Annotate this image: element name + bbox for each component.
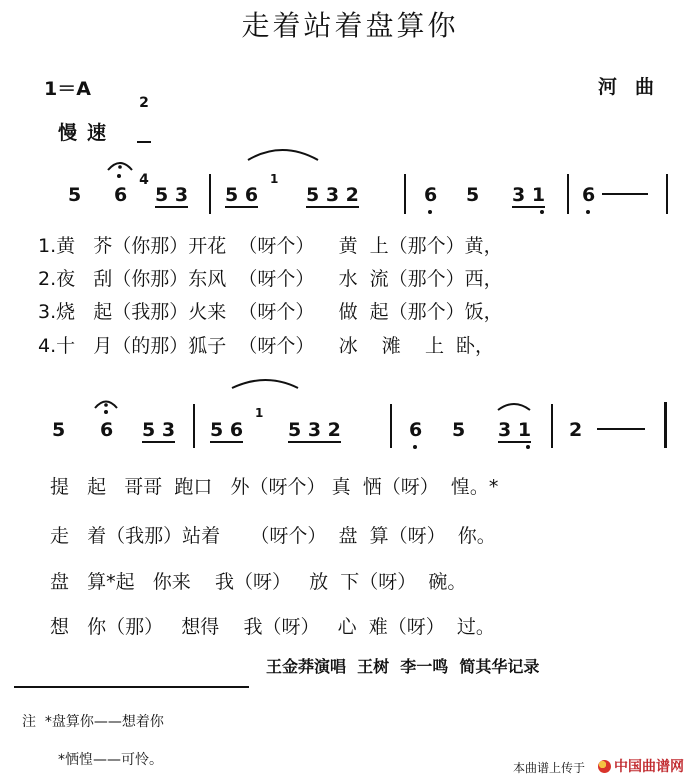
barline (404, 174, 406, 214)
final-barline (664, 402, 667, 448)
barline (390, 404, 392, 448)
lyric-seg: 我（呀） (214, 571, 291, 593)
site-logo[interactable] (598, 756, 684, 776)
lyric-seg: （呀个） (238, 301, 315, 323)
lyric-seg: 3.烧 (38, 301, 76, 323)
lyric-seg: 真 (331, 476, 351, 498)
low-dot (413, 445, 417, 449)
song-title: 走着站着盘算你 (241, 9, 459, 42)
lyric-seg: 碗。 (428, 571, 467, 593)
low-dot (428, 210, 432, 214)
barline (567, 174, 569, 214)
lyric-seg: 惶。* (450, 476, 499, 498)
lyric-seg: 哥哥 (124, 476, 163, 498)
note-r2-7: 5 (452, 419, 466, 441)
low-dot (526, 445, 530, 449)
note-r2-5: 5 3 2 (288, 419, 341, 441)
lyric-seg: 卧， (456, 335, 495, 357)
note-r2-3: 5 3 (142, 419, 176, 441)
lyric-seg: 上（那个）黄， (369, 235, 503, 257)
lyric-seg: 跑口 (174, 476, 213, 498)
note-r1-7: 5 (466, 184, 480, 206)
note-r1-1: 5 (68, 184, 82, 206)
lyric-seg: 上 (424, 335, 444, 357)
note-r2-4: 5 6 (210, 419, 244, 441)
barline (666, 174, 668, 214)
tempo-marking: 慢速 (58, 122, 117, 144)
grace-note: 1 (270, 172, 279, 186)
footnote-1: 注 *盘算你——想着你 (22, 714, 164, 730)
lyric-seg: 起（我那）火来 (93, 301, 227, 323)
lyric-seg: 着（我那）站着 (87, 525, 221, 547)
performer-credit: 王金莽演唱 王树 李一鸣 简其华记录 (266, 657, 540, 676)
footnote-2: *恓惶——可怜。 (58, 752, 163, 768)
upload-notice: 本曲谱上传于 (513, 761, 586, 775)
lyric-seg: 你来 (152, 571, 191, 593)
lyric-seg: （呀个） (238, 335, 315, 357)
lyric-seg: 滩 (381, 335, 401, 357)
lyric-seg: 下（呀） (340, 571, 417, 593)
lyric-seg: 做 (338, 301, 358, 323)
note-r1-5: 5 3 2 (306, 184, 359, 206)
footnote-divider (14, 686, 249, 688)
lyric-seg: （呀个） (238, 268, 315, 290)
lyric-seg: 月（的那）狐子 (93, 335, 227, 357)
lyric-seg: 盘 (338, 525, 358, 547)
lyric-seg: 冰 (338, 335, 358, 357)
lyric-seg: （呀个） (250, 525, 327, 547)
lyric-seg: 恓（呀） (362, 476, 439, 498)
barline (209, 174, 211, 214)
extension-dash (597, 428, 645, 430)
origin-label: 河曲 (598, 76, 673, 98)
lyric-seg: 芥（你那）开花 (93, 235, 227, 257)
high-dot (117, 174, 121, 178)
lyric-seg: （呀个） (238, 235, 315, 257)
meter-bottom: 4 (139, 172, 149, 188)
barline (551, 404, 553, 448)
lyric-seg: 4.十 (38, 335, 76, 357)
meter-top: 2 (139, 95, 149, 111)
lyric-seg: 难（呀） (368, 616, 445, 638)
note-r1-8: 3 1 (512, 184, 546, 206)
lyric-r2-v1 (50, 472, 498, 499)
note-r2-6: 6 (409, 419, 423, 441)
lyric-seg: 刮（你那）东风 (93, 268, 227, 290)
lyric-seg: 你（那） (87, 616, 164, 638)
lyric-seg: 盘 (50, 571, 70, 593)
note-r1-6: 6 (424, 184, 438, 206)
lyric-seg: 1.黄 (38, 235, 76, 257)
low-dot (540, 210, 544, 214)
lyric-seg: 想得 (181, 616, 220, 638)
site-name: 中国曲谱网 (614, 759, 684, 775)
lyric-seg: 我（呀） (243, 616, 320, 638)
lyric-seg: 2.夜 (38, 268, 76, 290)
lyric-r1-v2 (38, 264, 503, 291)
barline (193, 404, 195, 448)
lyric-seg: 起 (87, 476, 107, 498)
lyric-r2-v3 (50, 567, 466, 594)
lyric-seg: 流（那个）西， (369, 268, 503, 290)
grace-note: 1 (255, 406, 264, 420)
note-r1-3: 5 3 (155, 184, 189, 206)
lyric-seg: 外（呀个） (230, 476, 326, 498)
lyric-seg: 想 (50, 616, 70, 638)
lyric-r1-v4 (38, 331, 494, 358)
extension-dash (602, 193, 648, 195)
note-r1-4: 5 6 (225, 184, 259, 206)
note-r2-1: 5 (52, 419, 66, 441)
note-r2-9: 2 (569, 419, 583, 441)
lyric-r1-v3 (38, 297, 503, 324)
lyric-seg: 心 (337, 616, 357, 638)
lyric-seg: 黄 (338, 235, 358, 257)
key-signature: 1＝A (44, 78, 91, 100)
lyric-r1-v1 (38, 231, 503, 258)
lyric-seg: 算（呀） (369, 525, 446, 547)
note-r1-2: 6 (114, 184, 128, 206)
lyric-seg: 算*起 (87, 571, 135, 593)
lyric-r2-v4 (50, 612, 495, 639)
logo-swirl-icon (598, 760, 611, 773)
note-r1-9: 6 (582, 184, 596, 206)
lyric-seg: 水 (338, 268, 358, 290)
lyric-seg: 提 (50, 476, 70, 498)
lyric-r2-v2 (50, 521, 496, 548)
lyric-seg: 过。 (456, 616, 495, 638)
high-dot (104, 410, 108, 414)
lyric-seg: 起（那个）饭， (369, 301, 503, 323)
low-dot (586, 210, 590, 214)
lyric-seg: 放 (309, 571, 329, 593)
note-r2-2: 6 (100, 419, 114, 441)
lyric-seg: 走 (50, 525, 70, 547)
note-r2-8: 3 1 (498, 419, 532, 441)
lyric-seg: 你。 (457, 525, 496, 547)
